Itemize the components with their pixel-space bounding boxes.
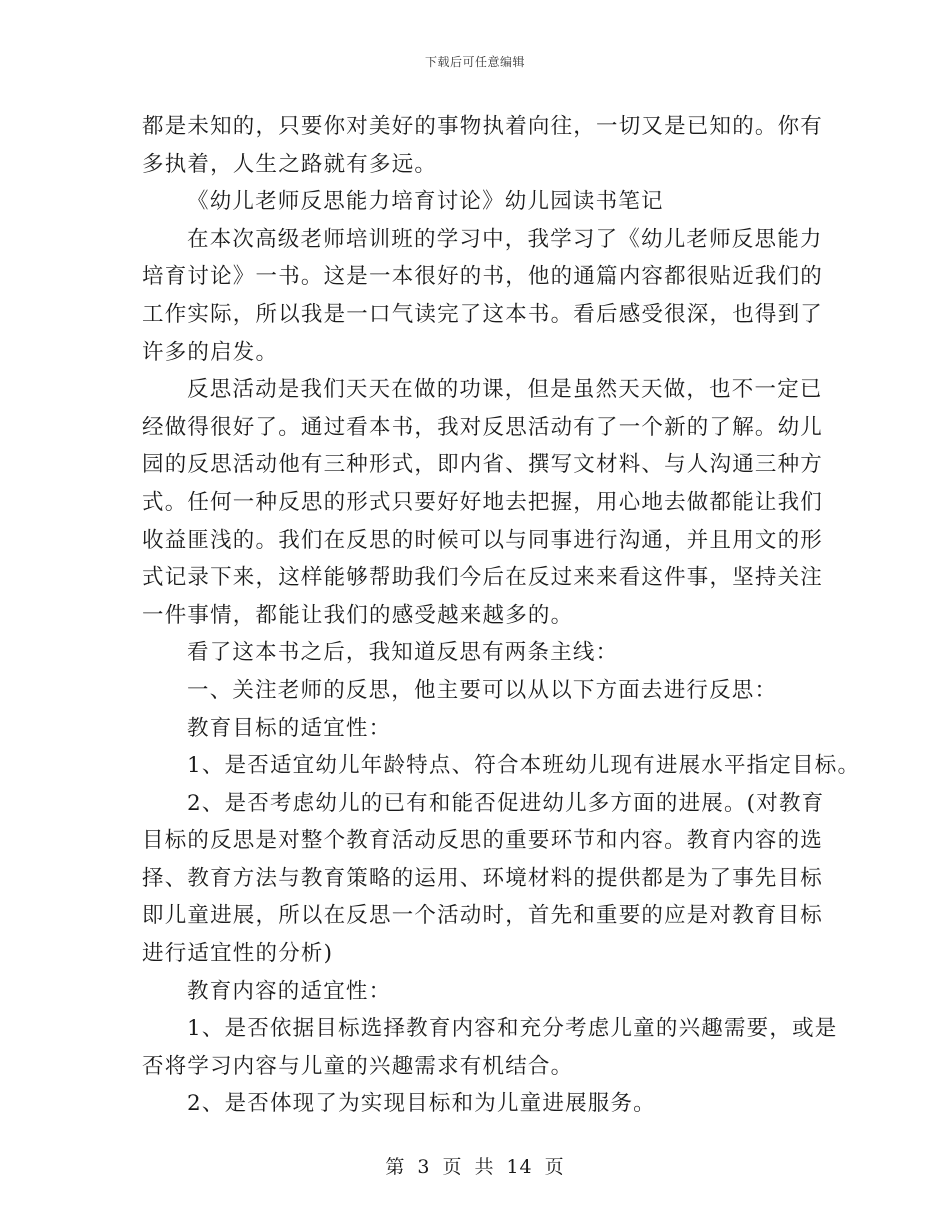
text-line: 看了这本书之后，我知道反思有两条主线： bbox=[187, 640, 619, 666]
footer-di: 第 bbox=[385, 1156, 406, 1178]
text-line: 反思活动是我们天天在做的功课，但是虽然天天做，也不一定已 bbox=[187, 377, 823, 403]
text-line: 式。任何一种反思的形式只要好好地去把握，用心地去做都能让我们 bbox=[142, 489, 824, 515]
text-line: 园的反思活动他有三种形式，即内省、撰写文材料、与人沟通三种方 bbox=[142, 452, 824, 478]
text-line: 2、是否体现了为实现目标和为儿童进展服务。 bbox=[187, 1091, 656, 1117]
text-line: 都是未知的，只要你对美好的事物执着向往，一切又是已知的。你有 bbox=[142, 114, 824, 139]
header-note: 下载后可任意编辑 bbox=[424, 55, 525, 69]
text-line: 许多的启发。 bbox=[142, 339, 279, 365]
section-title: 《幼儿老师反思能力培育讨论》幼儿园读书笔记 bbox=[187, 189, 664, 215]
footer-gong: 共 bbox=[474, 1156, 495, 1178]
text-line: 即儿童进展，所以在反思一个活动时，首先和重要的应是对教育目标 bbox=[142, 903, 824, 929]
text-line: 教育目标的适宜性： bbox=[187, 715, 392, 741]
text-line: 一件事情，都能让我们的感受越来越多的。 bbox=[142, 602, 574, 628]
text-line: 择、教育方法与教育策略的运用、环境材料的提供都是为了事先目标 bbox=[142, 865, 824, 891]
text-line: 1、是否依据目标选择教育内容和充分考虑儿童的兴趣需要，或是 bbox=[187, 1016, 838, 1042]
text-line: 式记录下来，这样能够帮助我们今后在反过来来看这件事，坚持关注 bbox=[142, 565, 824, 591]
body-text bbox=[142, 108, 861, 1123]
footer-ye: 页 bbox=[442, 1156, 463, 1178]
total-pages: 14 bbox=[506, 1156, 533, 1178]
text-line: 工作实际，所以我是一口气读完了这本书。看后感受很深，也得到了 bbox=[142, 301, 824, 327]
footer-ye-end: 页 bbox=[544, 1156, 565, 1178]
text-line: 进行适宜性的分析) bbox=[142, 941, 334, 967]
text-line: 一、关注老师的反思，他主要可以从以下方面去进行反思： bbox=[187, 677, 778, 703]
text-line: 教育内容的适宜性： bbox=[187, 978, 392, 1004]
text-line: 收益匪浅的。我们在反思的时候可以与同事进行沟通，并且用文的形 bbox=[142, 527, 824, 553]
text-line: 2、是否考虑幼儿的已有和能否促进幼儿多方面的进展。(对教育 bbox=[187, 790, 825, 816]
text-line: 在本次高级老师培训班的学习中，我学习了《幼儿老师反思能力 bbox=[187, 226, 823, 252]
text-line: 多执着，人生之路就有多远。 bbox=[142, 151, 438, 177]
text-line: 否将学习内容与儿童的兴趣需求有机结合。 bbox=[142, 1053, 574, 1079]
page-footer bbox=[0, 1152, 950, 1179]
text-line: 目标的反思是对整个教育活动反思的重要环节和内容。教育内容的选 bbox=[142, 828, 824, 854]
text-line: 培育讨论》一书。这是一本很好的书，他的通篇内容都很贴近我们的 bbox=[142, 264, 824, 290]
text-line: 1、是否适宜幼儿年龄特点、符合本班幼儿现有进展水平指定目标。 bbox=[187, 753, 861, 779]
text-line: 经做得很好了。通过看本书，我对反思活动有了一个新的了解。幼儿 bbox=[142, 414, 824, 440]
page-number: 3 bbox=[417, 1156, 431, 1178]
